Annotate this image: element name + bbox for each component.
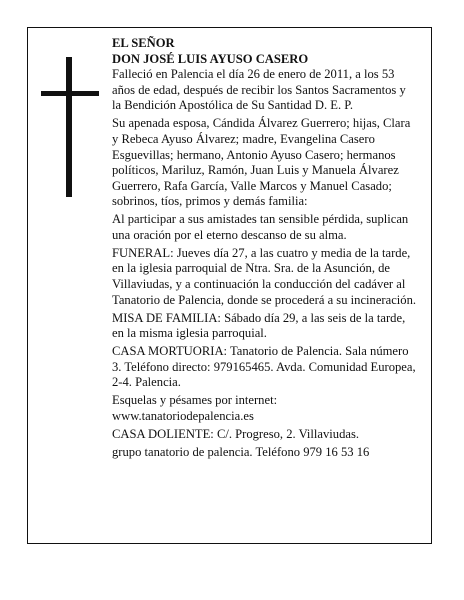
death-announcement: Falleció en Palencia el día 26 de enero de 2011, a los 53 años de edad, después de recibir los Santos Sacramentos y la Bendición Apostólica de Su Santidad D. E. P. <box>112 67 406 113</box>
internet-condolences <box>112 393 417 424</box>
prayer-request: Al participar a sus amistades tan sensible pérdida, suplican una oración por el eterno descanso de su alma. <box>112 212 409 242</box>
funeral-home-details: CASA MORTUORIA: Tanatorio de Palencia. Sala número 3. Teléfono directo: 979165465. Avda. Comunidad Europea, 2-4. Palencia. <box>112 344 416 390</box>
title-line-2: DON JOSÉ LUIS AYUSO CASERO <box>112 51 309 66</box>
cross-horizontal-bar <box>41 91 99 96</box>
cross-icon <box>41 57 99 197</box>
title-line-1: EL SEÑOR <box>112 36 175 50</box>
family-home-address: CASA DOLIENTE: C/. Progreso, 2. Villaviudas. <box>112 426 360 441</box>
website-link[interactable]: www.tanatoriodepalencia.es <box>112 409 254 423</box>
cross-vertical-bar <box>66 57 72 197</box>
mourners-list: Su apenada esposa, Cándida Álvarez Guerrero; hijas, Clara y Rebeca Ayuso Álvarez; madre, Evangelina Casero Esguevillas; hermano, Antonio Ayuso Casero; hermanos políticos, Mariluz, Ramón, Juan Luis y Manuela Álvarez Guerrero, Rafa García, Valle Marcos y Manuel Casado; sobrinos, tíos, primos y demás familia: <box>112 116 411 209</box>
funeral-details: FUNERAL: Jueves día 27, a las cuatro y media de la tarde, en la iglesia parroquial de Ntra. Sra. de la Asunción, de Villaviudas, y a continuación la conducción del cadáver al Tanatorio de Palencia, donde se procederá a su incineración. <box>112 245 417 307</box>
internet-label: Esquelas y pésames por internet: <box>112 393 278 408</box>
obituary-text <box>112 36 417 463</box>
family-mass-details: MISA DE FAMILIA: Sábado día 29, a las seis de la tarde, en la misma iglesia parroquial. <box>112 310 406 341</box>
footer-contact: grupo tanatorio de palencia. Teléfono 979 16 53 16 <box>112 444 370 459</box>
